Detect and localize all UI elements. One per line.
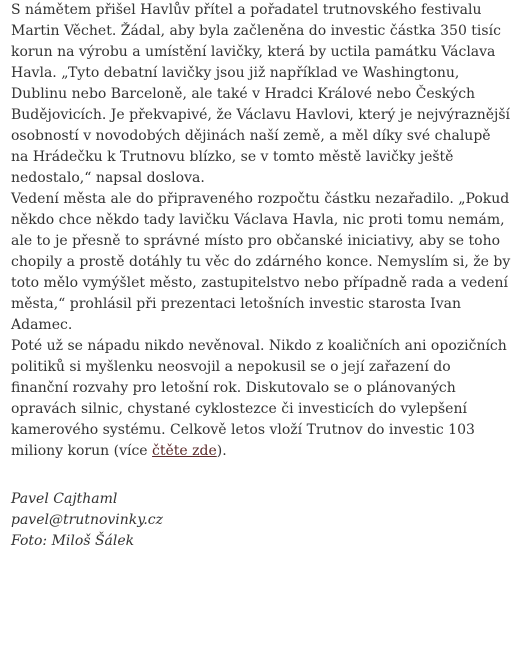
article-paragraph-3-end: ). [216,443,227,459]
article-signature [11,489,511,552]
author-name: Pavel Cajthaml [11,491,118,507]
read-more-link[interactable]: čtěte zde [152,443,217,459]
article-paragraph-3 [11,336,511,462]
article-body [11,0,511,552]
photo-credit: Foto: Miloš Šálek [11,533,135,549]
article-paragraph-2: Vedení města ale do připraveného rozpočtu částku nezařadilo. „Pokud někdo chce někdo tady lavičku Václava Havla, nic proti tomu nemám, ale to je přesně to správné místo pro občanské iniciativy, aby se toho chopily a prostě dotáhly tu věc do zdárného konce. Nemyslím si, že by toto mělo vymýšlet město, zastupitelstvo nebo případně rada a vedení města,“ prohlásil při prezentaci letošních investic starosta Ivan Adamec. [11,191,511,333]
article-paragraph-3-text: Poté už se nápadu nikdo nevěnoval. Nikdo z koaličních ani opozičních politiků si myšlenku neosvojil a nepokusil se o její zařazení do finanční rozvahy pro letošní rok. Diskutovalo se o plánovaných opravách silnic, chystané cyklostezce či investicích do vylepšení kamerového systému. Celkově letos vloží Trutnov do investic 103 miliony korun (více [11,338,507,459]
author-email: pavel@trutnovinky.cz [11,512,163,528]
article-paragraph-1: S námětem přišel Havlův přítel a pořadatel trutnovského festivalu Martin Věchet. Žádal, aby byla začleněna do investic částka 350 tisíc korun na výrobu a umístění lavičky, která by uctila památku Václava Havla. „Tyto debatní lavičky jsou již například ve Washingtonu, Dublinu nebo Barceloně, ale také v Hradci Králové nebo Českých Budějovicích. Je překvapivé, že Václavu Havlovi, který je nejvýraznější osobností v novodobých dějinách naší země, a měl díky své chalupě na Hrádečku k Trutnovu blízko, se v tomto městě lavičky ještě nedostalo,“ napsal doslova. [11,2,511,186]
